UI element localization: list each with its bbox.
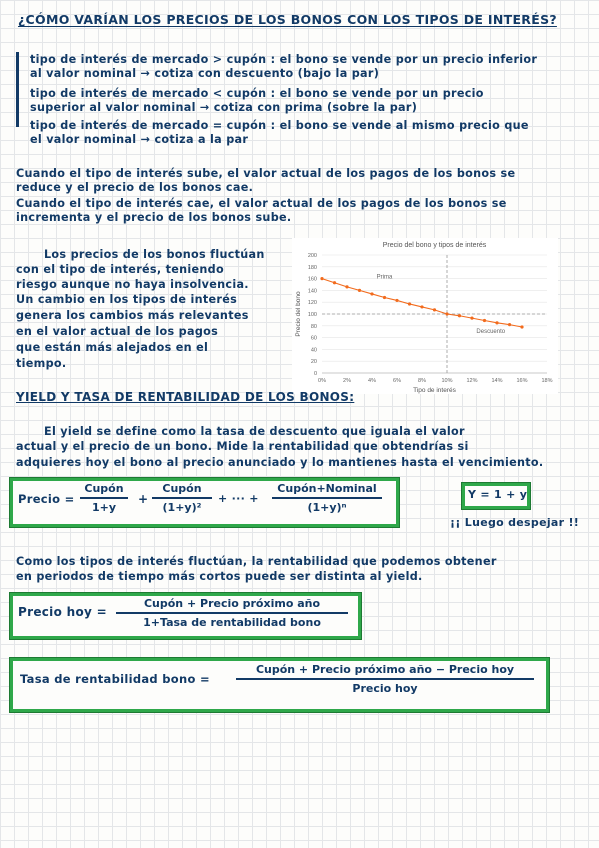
formula1-term1-num: Cupón	[84, 482, 124, 495]
data-point	[433, 308, 436, 311]
para2-line-4: Un cambio en los tipos de interés	[16, 293, 238, 306]
formula1-term3-num: Cupón+Nominal	[277, 482, 377, 495]
para2-line-3: riesgo aunque no haya insolvencia.	[16, 278, 249, 291]
x-tick-label: 16%	[516, 378, 528, 384]
formula3-fraction	[236, 663, 534, 696]
data-point	[320, 277, 323, 280]
formula1-plus: +	[138, 492, 149, 506]
data-point	[333, 281, 336, 284]
y-tick-label: 160	[307, 276, 317, 283]
y-axis-label: Precio del bono	[295, 291, 302, 337]
formula3-num: Cupón + Precio próximo año − Precio hoy	[255, 663, 515, 676]
y-tick-label: 200	[307, 253, 317, 259]
y-tick-label: 80	[310, 323, 317, 330]
annotation-descuento: Descuento	[476, 328, 506, 335]
formula1-term2-num: Cupón	[162, 482, 202, 495]
para1-line-3: Cuando el tipo de interés cae, el valor actual de los pagos de los bonos se	[16, 197, 507, 210]
data-point	[458, 314, 461, 317]
data-point	[370, 292, 373, 295]
data-point	[408, 302, 411, 305]
data-point	[358, 289, 361, 292]
y-tick-label: 60	[310, 335, 317, 342]
para2-line-6: en el valor actual de los pagos	[16, 325, 219, 338]
x-tick-label: 14%	[491, 378, 503, 384]
para1-line-2: reduce y el precio de los bonos cae.	[16, 181, 254, 194]
data-point	[420, 305, 423, 308]
para2-line-2: con el tipo de interés, teniendo	[16, 263, 224, 276]
fraction-bar	[116, 612, 348, 614]
para2-line-1: Los precios de los bonos fluctúan	[44, 248, 265, 261]
fraction-bar	[272, 497, 382, 499]
x-tick-label: 4%	[368, 378, 376, 384]
para2-line-8: tiempo.	[16, 357, 67, 370]
bond-price-chart	[292, 238, 558, 394]
data-point	[520, 325, 523, 328]
data-point	[508, 323, 511, 326]
x-tick-label: 2%	[343, 378, 351, 384]
y-tick-label: 40	[310, 347, 317, 354]
x-tick-label: 12%	[466, 378, 478, 384]
y-tick-label: 120	[307, 300, 317, 307]
y-tick-label: 180	[307, 264, 317, 271]
yield-heading: YIELD Y TASA DE RENTABILIDAD DE LOS BONOS:	[16, 390, 355, 404]
data-point	[383, 296, 386, 299]
list-bracket	[16, 52, 19, 127]
y-tick-label: 20	[310, 359, 317, 366]
list-line-3: tipo de interés de mercado < cupón : el bono se vende por un precio	[30, 87, 484, 100]
yield-line-3: adquieres hoy el bono al precio anunciado y lo mantienes hasta el vencimiento.	[16, 456, 544, 469]
chart-svg	[292, 238, 558, 394]
para2-line-5: genera los cambios más relevantes	[16, 309, 249, 322]
list-line-2: al valor nominal → cotiza con descuento (bajo la par)	[30, 67, 380, 80]
list-line-6: el valor nominal → cotiza a la par	[30, 133, 249, 146]
chart-title: Precio del bono y tipos de interés	[382, 242, 487, 249]
luego-despejar: ¡¡ Luego despejar !!	[450, 516, 580, 529]
formula2-fraction	[116, 597, 348, 630]
fraction-bar	[80, 497, 128, 499]
fraction-bar	[236, 678, 534, 680]
formula3-den: Precio hoy	[352, 682, 418, 695]
para3-line-2: en periodos de tiempo más cortos puede ser distinta al yield.	[16, 570, 423, 583]
data-point	[470, 317, 473, 320]
yield-line-1: El yield se define como la tasa de descuento que iguala el valor	[44, 425, 465, 438]
data-point	[345, 285, 348, 288]
yield-line-2: actual y el precio de un bono. Mide la rentabilidad que obtendrías si	[16, 440, 469, 453]
fraction-bar	[152, 497, 212, 499]
y-tick-label: 0	[313, 371, 317, 377]
data-point	[495, 321, 498, 324]
para1-line-1: Cuando el tipo de interés sube, el valor actual de los pagos de los bonos se	[16, 167, 516, 180]
data-point	[445, 312, 448, 315]
annotation-prima: Prima	[376, 274, 393, 281]
x-tick-label: 0%	[318, 378, 326, 384]
list-line-4: superior al valor nominal → cotiza con prima (sobre la par)	[30, 101, 418, 114]
para1-line-4: incrementa y el precio de los bonos sube.	[16, 211, 292, 224]
x-tick-label: 6%	[393, 378, 401, 384]
data-point	[395, 299, 398, 302]
formula2-num: Cupón + Precio próximo año	[143, 597, 321, 610]
para2-line-7: que están más alejados en el	[16, 341, 209, 354]
formula1-term3-den: (1+y)ⁿ	[307, 501, 347, 514]
formula3-lhs: Tasa de rentabilidad bono =	[20, 672, 210, 686]
formula1-lhs: Precio =	[18, 492, 75, 506]
formula1-term2	[152, 482, 212, 515]
formula1-term2-den: (1+y)²	[162, 501, 202, 514]
formula1-dots: + ··· +	[218, 492, 259, 505]
formula1-term3	[272, 482, 382, 515]
data-point	[483, 319, 486, 322]
y-tick-label: 140	[307, 288, 317, 295]
formula2-den: 1+Tasa de rentabilidad bono	[143, 616, 321, 629]
x-axis-label: Tipo de interés	[413, 387, 456, 394]
x-tick-label: 8%	[418, 378, 426, 384]
formula1-term1	[80, 482, 128, 515]
y-tick-label: 100	[307, 312, 317, 318]
chart-background	[292, 238, 558, 394]
x-tick-label: 10%	[441, 378, 453, 384]
list-line-5: tipo de interés de mercado = cupón : el bono se vende al mismo precio que	[30, 119, 529, 132]
x-tick-label: 18%	[541, 378, 553, 384]
para3-line-1: Como los tipos de interés fluctúan, la rentabilidad que podemos obtener	[16, 555, 497, 568]
y-definition: Y = 1 + y	[468, 488, 528, 501]
page-title: ¿CÓMO VARÍAN LOS PRECIOS DE LOS BONOS CON LOS TIPOS DE INTERÉS?	[18, 12, 557, 27]
formula2-lhs: Precio hoy =	[18, 605, 107, 619]
formula1-term1-den: 1+y	[91, 501, 117, 514]
list-line-1: tipo de interés de mercado > cupón : el bono se vende por un precio inferior	[30, 53, 538, 66]
